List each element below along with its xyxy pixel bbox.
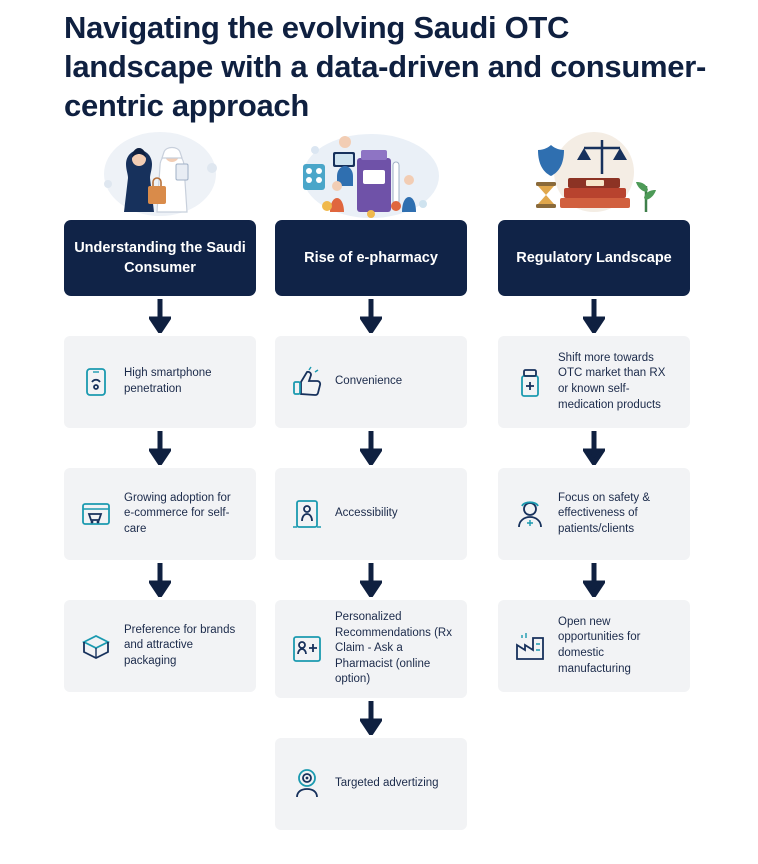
column-consumer [64,128,256,692]
step-label: Accessibility [335,507,398,520]
arrow-down [498,428,690,468]
target-advertising-icon [285,762,329,806]
step-label: Focus on safety & effectiveness of patients/clients [558,491,651,535]
smartphone-icon [74,360,118,404]
column-regulatory [498,128,690,692]
arrow-down [64,560,256,600]
step-label: Shift more towards OTC market than RX or known self-medication products [558,351,666,411]
pharmacist-recommendation-icon [285,627,329,671]
law-books-scales-illustration [498,128,690,220]
arrow-down [275,428,467,468]
arrow-down [275,698,467,738]
thumbs-up-convenience-icon [285,360,329,404]
step-card [64,468,256,560]
header-card-regulatory: Regulatory Landscape [498,220,690,296]
accessibility-door-icon [285,492,329,536]
step-label: Personalized Recommendations (Rx Claim - Ask a Pharmacist (online option) [335,611,452,686]
arrow-down [275,296,467,336]
step-label: Preference for brands and attractive packaging [124,623,236,667]
ecommerce-cart-icon [74,492,118,536]
step-label: Convenience [335,375,403,388]
step-card [498,468,690,560]
arrow-down [64,428,256,468]
step-card [275,600,467,698]
step-card [498,600,690,692]
arrow-down [64,296,256,336]
step-card [275,468,467,560]
page-title: Navigating the evolving Saudi OTC landscape with a data-driven and consumer-centric approach [64,10,707,124]
step-card [275,738,467,830]
step-card [64,600,256,692]
package-box-icon [74,624,118,668]
step-label: Targeted advertizing [335,776,439,789]
arrow-down [498,296,690,336]
step-card [275,336,467,428]
header-card-consumer: Understanding the Saudi Consumer [64,220,256,296]
otc-bottle-icon [508,360,552,404]
column-epharmacy [275,128,467,830]
safety-patient-icon [508,492,552,536]
step-card [64,336,256,428]
arrow-down [498,560,690,600]
header-card-epharmacy: Rise of e-pharmacy [275,220,467,296]
factory-manufacturing-icon [508,624,552,668]
step-card [498,336,690,428]
step-label: Growing adoption for e-commerce for self-care [124,491,231,535]
step-label: Open new opportunities for domestic manufacturing [558,615,641,675]
step-label: High smartphone penetration [124,367,212,395]
online-pharmacy-illustration [275,128,467,220]
saudi-couple-shopping-illustration [64,128,256,220]
arrow-down [275,560,467,600]
